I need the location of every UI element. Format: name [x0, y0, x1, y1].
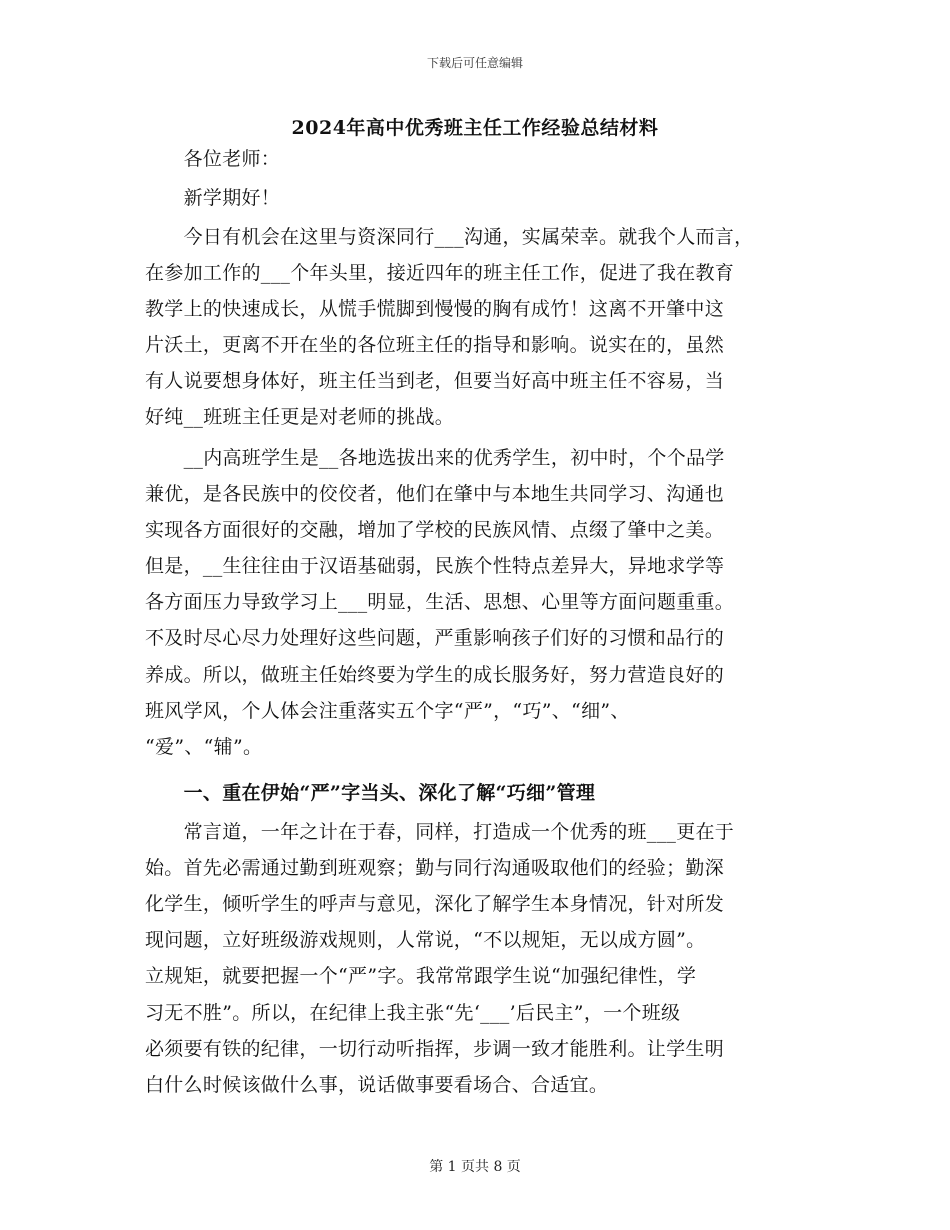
body-line: 片沃土，更离不开在坐的各位班主任的指导和影响。说实在的，虽然: [145, 334, 725, 356]
body-line: 习无不胜”。所以，在纪律上我主张“先‘___’后民主”，一个班级: [145, 1002, 681, 1024]
body-line: 实现各方面很好的交融，增加了学校的民族风情、点缀了肇中之美。: [145, 519, 725, 541]
body-line: 始。首先必需通过勤到班观察；勤与同行沟通吸取他们的经验；勤深: [145, 857, 725, 879]
page-header: 下载后可任意编辑: [426, 56, 523, 70]
body-line: 化学生，倾听学生的呼声与意见，深化了解学生本身情况，针对所发: [145, 893, 725, 915]
body-line: 白什么时候该做什么事，说话做事要看场合、合适宜。: [145, 1074, 609, 1096]
body-line: __内高班学生是__各地选拔出来的优秀学生，初中时，个个品学: [145, 447, 725, 469]
body-line: 有人说要想身体好，班主任当到老，但要当好高中班主任不容易，当: [145, 370, 725, 392]
section-heading: 一、重在伊始“严”字当头、深化了解“巧细”管理: [145, 782, 596, 804]
body-line: 兼优，是各民族中的佼佼者，他们在肇中与本地生共同学习、沟通也: [145, 483, 725, 505]
body-line: 教学上的快速成长，从慌手慌脚到慢慢的胸有成竹！这离不开肇中这: [145, 298, 725, 320]
document-title: 2024年高中优秀班主任工作经验总结材料: [291, 117, 659, 139]
body-line: 立规矩，就要把握一个“严”字。我常常跟学生说“加强纪律性，学: [145, 965, 697, 987]
body-line: 各位老师：: [145, 148, 281, 170]
body-line: 今日有机会在这里与资深同行___沟通，实属荣幸。就我个人而言，: [145, 226, 754, 248]
page-footer: 第 1 页共 8 页: [429, 1159, 521, 1175]
body-line: 新学期好！: [145, 187, 281, 209]
body-line: 好纯__班班主任更是对老师的挑战。: [145, 406, 455, 428]
body-line: 常言道，一年之计在于春，同样，打造成一个优秀的班___更在于: [145, 821, 735, 843]
body-line: 但是，__生往往由于汉语基础弱，民族个性特点差异大，异地求学等: [145, 555, 725, 577]
body-line: 必须要有铁的纪律，一切行动听指挥，步调一致才能胜利。让学生明: [145, 1038, 725, 1060]
body-line: 现问题，立好班级游戏规则，人常说，“不以规矩，无以成方圆”。: [145, 929, 706, 951]
body-line: 在参加工作的___个年头里，接近四年的班主任工作，促进了我在教育: [145, 262, 735, 284]
body-line: 各方面压力导致学习上___明显，生活、思想、心里等方面问题重重。: [145, 591, 735, 613]
body-line: 班风学风，个人体会注重落实五个字“严”，“巧”、“细”、: [145, 700, 630, 722]
body-line: 不及时尽心尽力处理好这些问题，严重影响孩子们好的习惯和品行的: [145, 627, 725, 649]
body-line: 养成。所以，做班主任始终要为学生的成长服务好，努力营造良好的: [145, 664, 725, 686]
body-line: “爱”、“辅”。: [145, 736, 263, 758]
